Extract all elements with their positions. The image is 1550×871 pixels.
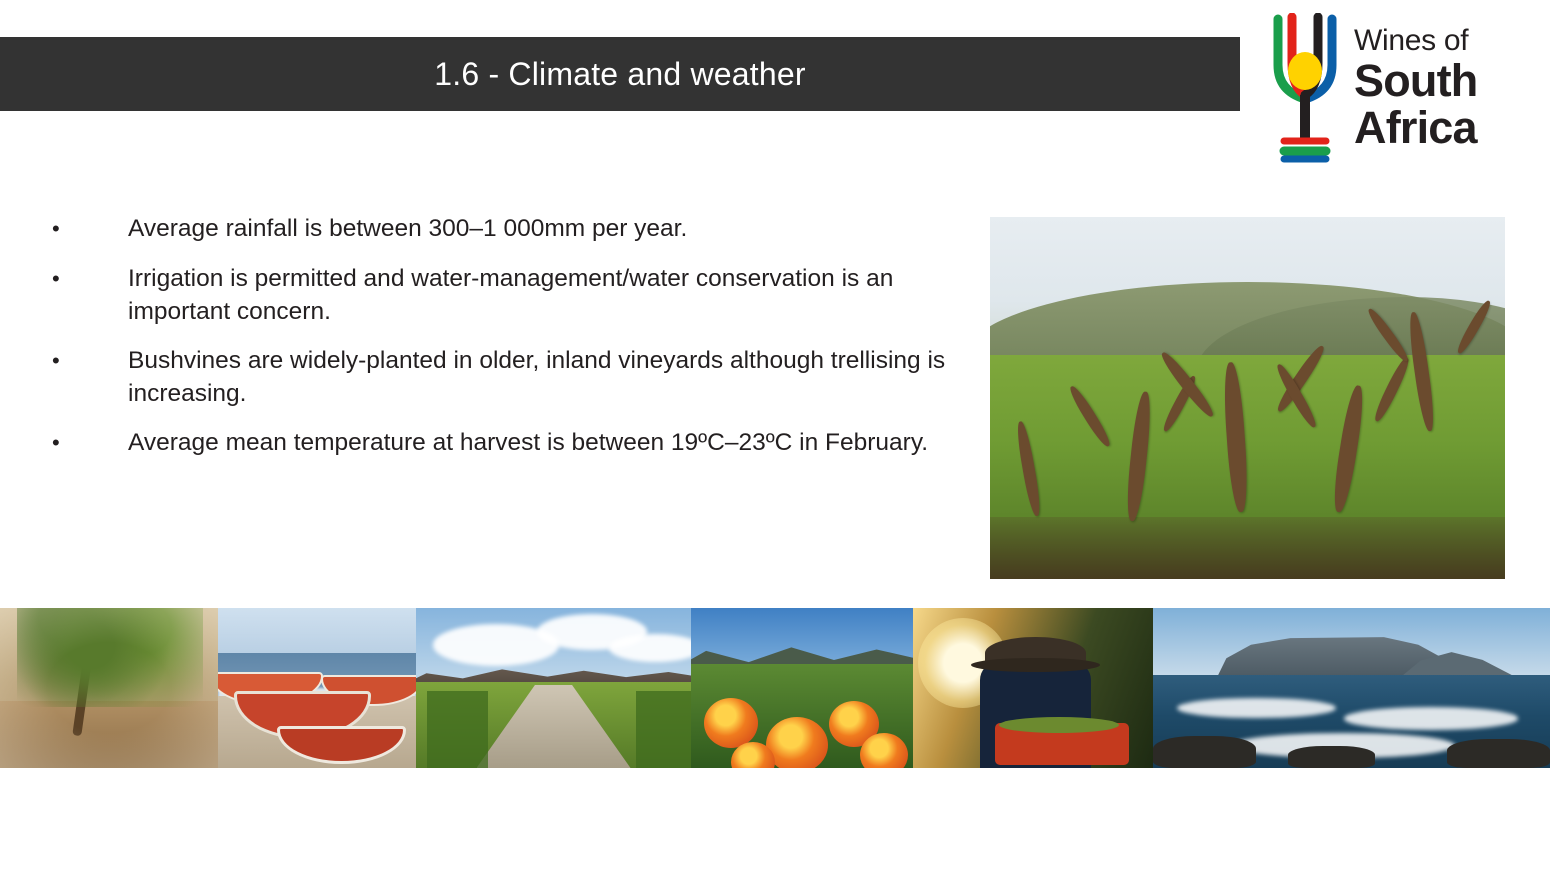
bullet-marker: • [52,216,60,241]
wines-of-south-africa-logo [1268,8,1526,168]
bullet-marker: • [52,430,60,455]
flower-shape [704,698,758,748]
bullet-text: Average mean temperature at harvest is between 19ºC–23ºC in February. [128,429,929,456]
image-layer [427,691,488,768]
strip-image-vine-in-dry-soil [0,608,218,768]
logo-line-2: South [1354,55,1478,106]
main-image-bushvines [990,217,1505,579]
list-item [52,212,957,246]
image-soil-layer [990,517,1505,579]
logo-wordmark [1354,24,1478,153]
image-layer [999,717,1119,733]
image-layer [971,658,1101,672]
bullet-list [52,212,957,476]
page-title: 1.6 - Climate and weather [434,55,806,92]
image-filmstrip [0,608,1550,768]
image-layer [636,691,691,768]
strip-image-red-fishing-boats [218,608,416,768]
bullet-marker: • [52,348,60,373]
bullet-text: Average rainfall is between 300–1 000mm per year. [128,215,688,242]
strip-image-orange-proteas [691,608,913,768]
bullet-text: Bushvines are widely-planted in older, inland vineyards although trellising is increasing. [128,347,946,407]
strip-image-grape-harvester [913,608,1153,768]
rock-shape [1447,739,1550,768]
rock-shape [1153,736,1256,768]
rock-shape [1288,746,1375,768]
bullet-marker: • [52,266,60,291]
list-item [52,426,957,460]
logo-line-1: Wines of [1354,24,1469,57]
flower-shape [766,717,828,768]
list-item [52,344,957,410]
slide-title-bar [0,37,1240,111]
strip-image-table-mountain [1153,608,1550,768]
logo-line-3: Africa [1354,102,1477,153]
wave-shape [1344,707,1519,729]
strip-image-vineyard-rows-mountain [416,608,691,768]
flower-shape [860,733,908,768]
image-layer [0,608,218,768]
list-item [52,262,957,328]
bullet-text: Irrigation is permitted and water-management/water conservation is an important concern. [128,265,894,325]
wosa-glass-logo-icon [1268,13,1342,163]
wave-shape [1177,698,1336,719]
